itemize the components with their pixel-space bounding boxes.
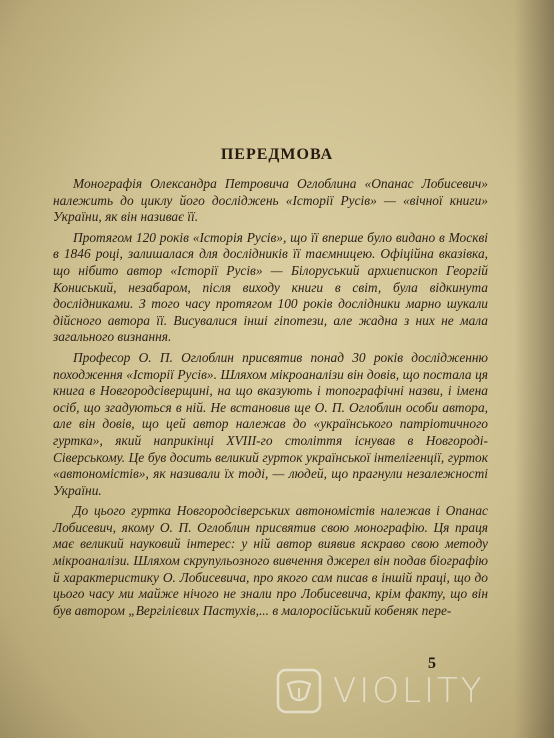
watermark-text: VIOLITY xyxy=(333,671,485,711)
paragraph-3: Професор О. П. Оглоблин присвятив понад 30 років дослідженню походження «Історії Русів». Шляхом мікроаналізи він довів, що постала ця книга в Новгородсіверщині, на що вказують і топографічні назви, і імена осіб, що згадуються в ній. Не встановив ще О. П. Оглоблин особи автора, але він довів, що цей автор належав до «українського патріотичного гуртка», який наприкінці XVIII-го століття існував в Новгороді-Сіверському. Це був досить великий гурток української інтелігенції, гурток «автономістів», як називали їх тоді, — людей, що прагнули незалежності України. xyxy=(53,349,488,498)
paragraph-2: Протягом 120 років «Історія Русів», що її вперше було видано в Москві в 1846 році, залишалася для дослідників її таємницею. Офіційна вказівка, що нібито автор «Історії Русів» — Білоруський архиєпископ Георгій Кониський, незабаром, після виходу книги в світ, була відкинута дослідниками. З того часу протягом 100 років дослідники марно шукали дійсного автора її. Висувалися інші гіпотези, але жадна з них не мала загального визнання. xyxy=(53,229,488,345)
paragraph-4: До цього гуртка Новгородсіверських автономістів належав і Опанас Лобисевич, якому О. П. Оглоблин присвятив свою монографію. Ця праця має великий науковий інтерес: у ній автор виявив яскраво свою методу мікроаналізи. Шляхом скрупульозного вивчення джерел він подав біографію й характеристику О. Лобисевича, про якого сам писав в іншій праці, що до цього часу ми майже нічого не знали про Лобисевича, крім факту, що він був автором „Вергілієвих Пастухів,... в малоросійський кобеняк пере- xyxy=(53,503,488,618)
body-text xyxy=(53,176,488,623)
watermark xyxy=(275,667,485,715)
violity-shield-logo-icon xyxy=(275,667,323,715)
paragraph-1: Монографія Олександра Петровича Оглоблина «Опанас Лобисевич» належить до циклу його досліджень «Історії Русів» — «вічної книги» України, як він називає її. xyxy=(53,176,488,225)
page-number: 5 xyxy=(428,655,436,672)
page-heading: ПЕРЕДМОВА xyxy=(220,146,334,163)
